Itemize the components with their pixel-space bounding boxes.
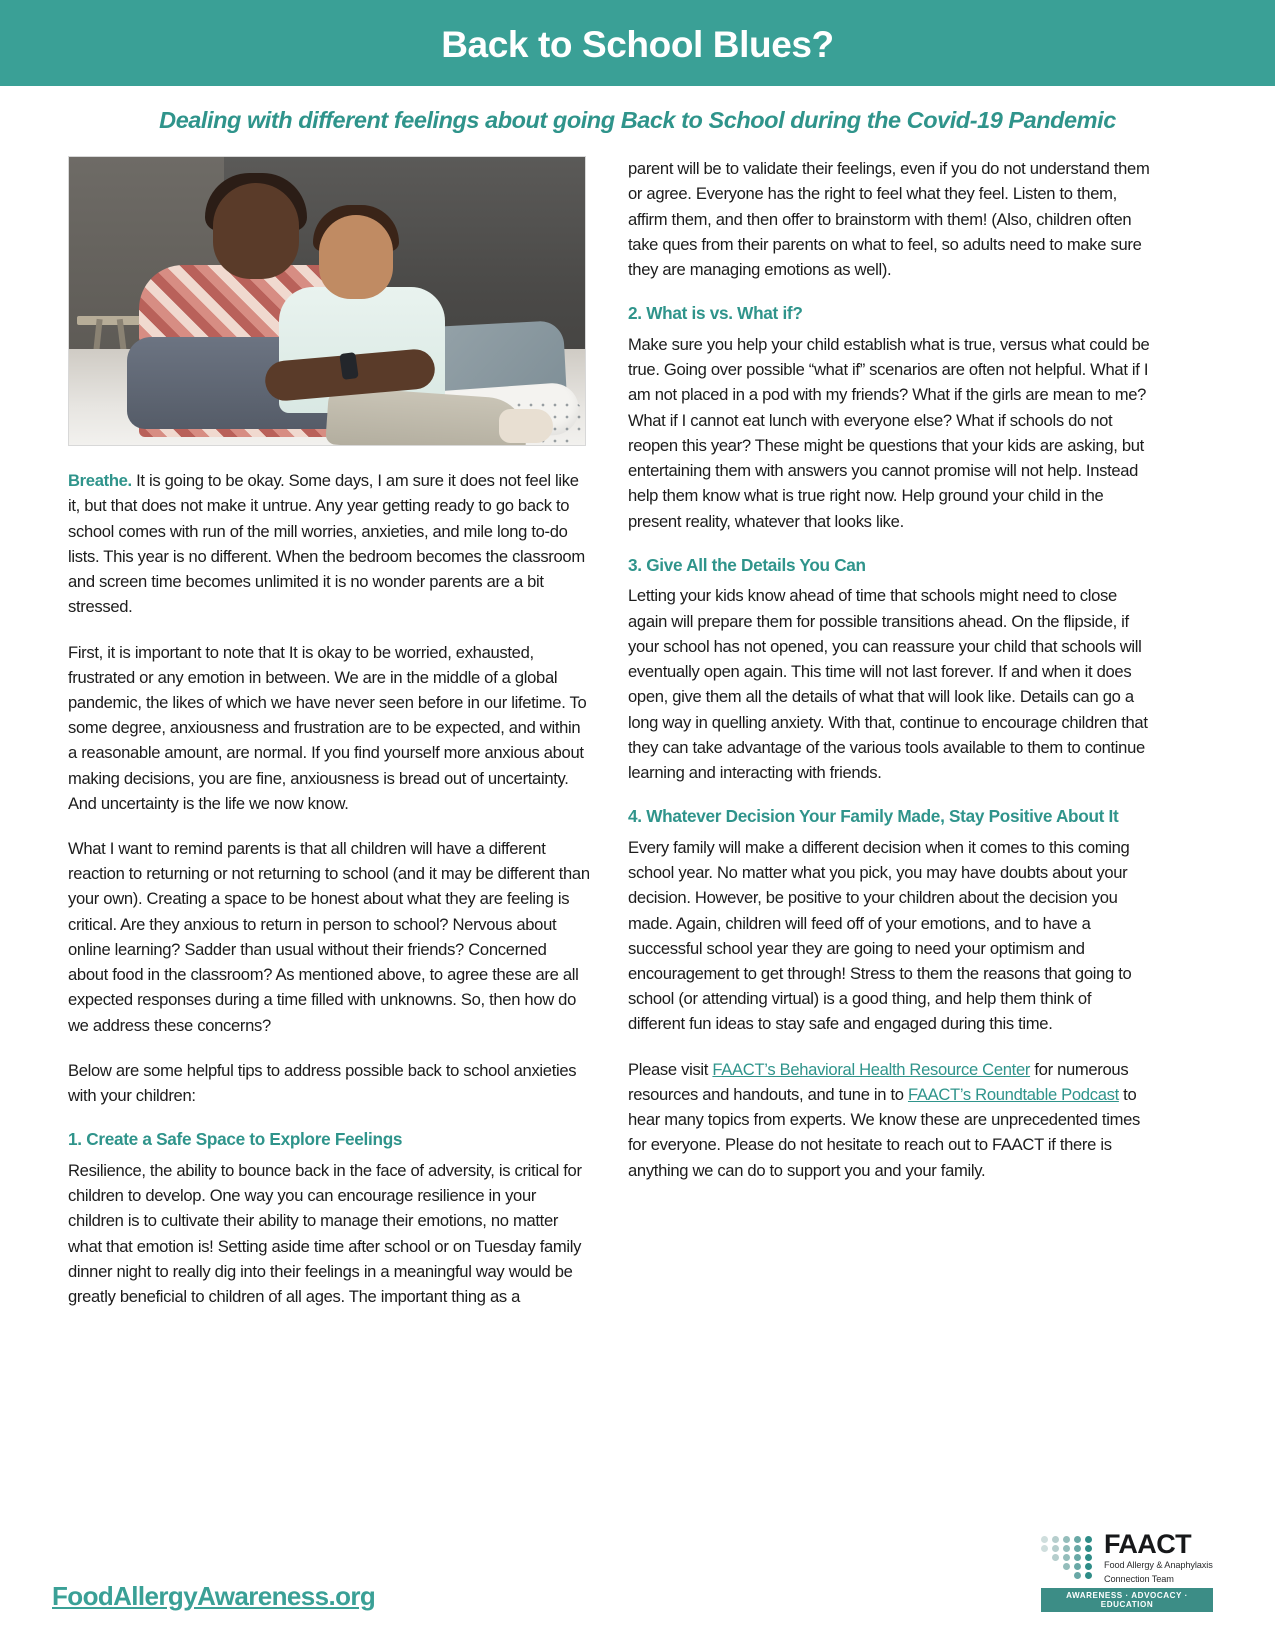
closing-text-middle: for numerous resources and handouts, and tune in to [628,1059,1129,1104]
faact-dot-matrix-icon [1041,1536,1097,1582]
photo-child-foot [499,409,553,443]
heading-section-3: 3. Give All the Details You Can [628,554,866,575]
paragraph-breathe [68,468,590,619]
link-roundtable-podcast[interactable]: FAACT’s Roundtable Podcast [907,1084,1119,1104]
heading-section-2: 2. What is vs. What if? [628,303,803,324]
faact-logo-words [1104,1529,1213,1585]
subtitle-container [0,86,1275,134]
paragraph-first: First, it is important to note that It is okay to be worried, exhausted, frustrated or any emotion in between. We are in the middle of a global pandemic, the likes of which we have never seen before in our lifetime. To some degree, anxiousness and frustration are to be expected, and within a reasonable amount, are normal. If you find yourself more anxious about making decisions, you are fine, anxiousness is bread out of uncertainty. And uncertainty is the life we now know. [68,642,587,813]
heading-section-1: 1. Create a Safe Space to Explore Feelings [68,1129,403,1150]
faact-logo [1041,1529,1213,1612]
paragraph-section-3: Letting your kids know ahead of time that schools might need to close again will prepare them for possible transitions ahead. On the flipside, if your school has not opened, you can reassure your child that schools will eventually open again. This time will not last forever. If and when it does open, give them all the details of what that will look like. Details can go a long way in quelling anxiety. With that, continue to encourage children that they can take advantage of the various tools available to them to continue learning and interacting with friends. [628,586,1148,782]
lead-word-breathe: Breathe. [68,471,132,491]
closing-text-after-link: to hear many topics from experts. We know these are unprecedented times for everyone. Please do not hesitate to reach out to FAACT if there is anything we can do to support you and your family. [628,1084,1140,1180]
paragraph-tips-intro: Below are some helpful tips to address possible back to school anxieties with your children: [68,1060,577,1105]
page-footer [0,1529,1275,1650]
article-columns [0,134,1275,1309]
page-title: Back to School Blues? [441,24,834,65]
heading-section-4: 4. Whatever Decision Your Family Made, Stay Positive About It [628,806,1119,827]
photo-wristwatch [339,352,358,380]
paragraph-section-1-continued: parent will be to validate their feelings, even if you do not understand them or agree. Everyone has the right to feel what they feel. Listen to them, affirm them, and then offer to brainstorm with them! (Also, children often take ques from their parents on what to feel, so adults need to make sure they are managing emotions as well). [628,159,1150,280]
paragraph-breathe-text: It is going to be okay. Some days, I am sure it does not feel like it, but that does not make it untrue. Any year getting ready to go back to school comes with run of the mill worries, anxieties, and mile long to-do lists. This year is no different. When the bedroom becomes the classroom and screen time becomes unlimited it is no wonder parents are a bit stressed. [68,471,585,617]
left-column [68,156,590,1309]
faact-tagline-line-1: Food Allergy & Anaphylaxis [1104,1560,1213,1570]
paragraph-section-2: Make sure you help your child establish what is true, versus what could be true. Going over possible “what if” scenarios are often not helpful. What if I am not placed in a pod with my friends? What if the girls are mean to me? What if I cannot eat lunch with everyone else? What if schools do not reopen this year? These might be questions that your kids are asking, but entertaining them with answers you cannot promise will not help. Instead help them know what is true right now. Help ground your child in the present reality, whatever that looks like. [628,334,1150,531]
faact-logo-band: AWARENESS · ADVOCACY · EDUCATION [1041,1588,1213,1612]
paragraph-closing [628,1057,1150,1183]
faact-wordmark: FAACT [1104,1529,1191,1560]
paragraph-section-4: Every family will make a different decision when it comes to this coming school year. No matter what you pick, you may have doubts about your decision. However, be positive to your children about the decision you made. Again, children will feed off of your emotions, and to have a successful school year they are going to need your optimism and encouragement to get through! Stress to them the reasons that going to school (or attending virtual) is a good thing, and help them think of different fun ideas to stay safe and engaged during this time. [628,837,1132,1034]
closing-text-before-link: Please visit [628,1059,713,1079]
right-column [628,156,1150,1183]
paragraph-section-1: Resilience, the ability to bounce back in the face of adversity, is critical for children to develop. One way you can encourage resilience in your children is to cultivate their ability to manage their emotions, no matter what that emotion is! Setting aside time after school or on Tuesday family dinner night to really dig into their feelings in a meaningful way would be greatly beneficial to children of all ages. The important thing as a [68,1160,582,1307]
page-subtitle: Dealing with different feelings about going Back to School during the Covid-19 Pandemic [159,107,1116,133]
hero-photo [68,156,586,446]
link-behavioral-health-resource-center[interactable]: FAACT’s Behavioral Health Resource Center [712,1059,1031,1079]
footer-website-link[interactable]: FoodAllergyAwareness.org [52,1581,376,1611]
faact-tagline-line-2: Connection Team [1104,1573,1174,1584]
header-banner [0,0,1275,86]
photo-child-head [319,215,393,299]
paragraph-remind-parents: What I want to remind parents is that all children will have a different reaction to returning or not returning to school (and it may be different than your own). Creating a space to be honest about what they are feeling is critical. Are they anxious to return in person to school? Nervous about online learning? Sadder than usual without their friends? Concerned about food in the classroom? As mentioned above, to agree these are all expected responses during a time filled with unknowns. So, then how do we address these concerns? [68,839,590,1035]
photo-father-head [213,183,299,279]
faact-logo-top [1041,1529,1213,1585]
